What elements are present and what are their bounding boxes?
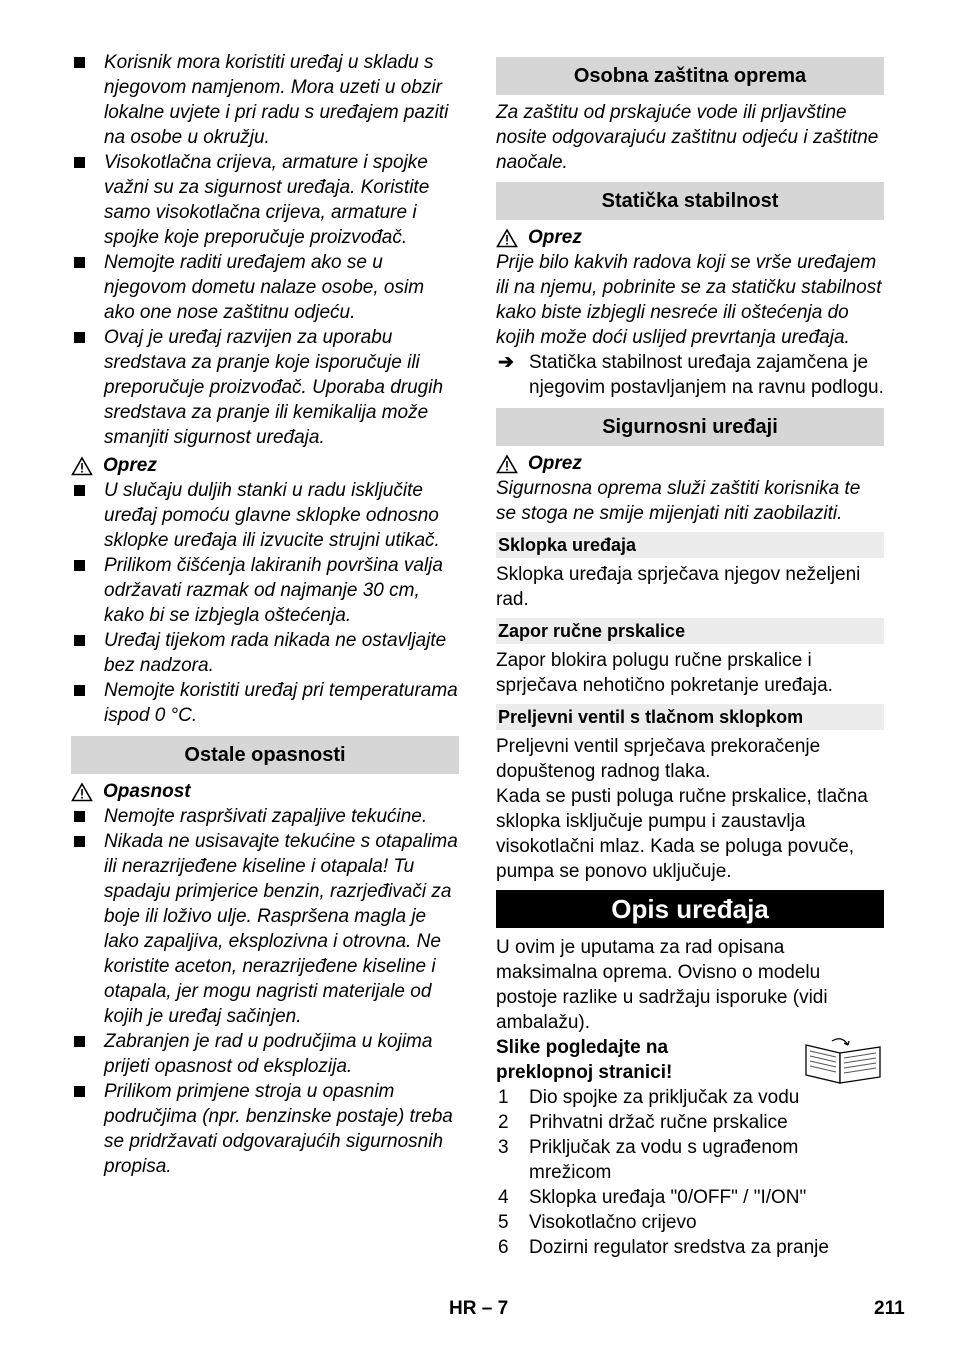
- list-item: 4 Sklopka uređaja "0/OFF" / "I/ON": [498, 1187, 807, 1208]
- bullet-item: Ovaj je uređaj razvijen za uporabu sredstava za pranje koje isporučuje ili preporučuje proizvođač. Uporaba drugih sredstava za pranje ili kemikalija može smanjiti sigurnost uređaja.: [71, 325, 459, 450]
- safety-text: Sigurnosna oprema služi zaštiti korisnika te se stoga ne smije mijenjati niti zaobilaziti.: [496, 478, 861, 524]
- section-heading-stability: Statička stabilnost: [496, 182, 884, 220]
- stability-note: [496, 350, 884, 400]
- left-column: [71, 50, 459, 1179]
- bullet-item: Prilikom primjene stroja u opasnim područjima (npr. benzinske postaje) treba se pridržavati odgovarajućih sigurnosnih propisa.: [71, 1079, 459, 1179]
- section-heading-other-hazards: Ostale opasnosti: [71, 736, 459, 774]
- subheading-device-switch: Sklopka uređaja: [496, 532, 884, 558]
- list-item: 5 Visokotlačno crijevo: [498, 1212, 697, 1233]
- component-list: [496, 1085, 884, 1260]
- bullet-item: Uređaj tijekom rada nikada ne ostavljajte bez nadzora.: [71, 628, 459, 678]
- arrow-right-icon: ➔: [498, 352, 514, 373]
- danger-heading: [71, 779, 459, 804]
- right-column: [496, 57, 884, 1260]
- footer-section-label: HR – 7: [449, 1298, 509, 1319]
- warning-triangle-icon: [496, 228, 518, 248]
- lock-text: Zapor blokira polugu ručne prskalice i sprječava nehotično pokretanje uređaja.: [496, 650, 833, 696]
- warning-triangle-icon: [71, 782, 93, 802]
- valve-text-1: Preljevni ventil sprječava prekoračenje dopuštenog radnog tlaka.: [496, 736, 821, 782]
- bullet-item: Nemojte koristiti uređaj pri temperaturama ispod 0 °C.: [71, 678, 459, 728]
- subheading-trigger-lock: Zapor ručne prskalice: [496, 618, 884, 644]
- caution-label: Oprez: [528, 453, 582, 474]
- warning-triangle-icon: [496, 454, 518, 474]
- caution-label: Oprez: [528, 227, 582, 248]
- see-images-note: Slike pogledajte na preklopnoj stranici!: [496, 1037, 673, 1083]
- section-heading-ppe: Osobna zaštitna oprema: [496, 57, 884, 95]
- bullet-item: Nemojte raspršivati zapaljive tekućine.: [71, 804, 459, 829]
- bullet-item: Nemojte raditi uređajem ako se u njegovom dometu nalaze osobe, osim ako one nose zaštitnu odjeću.: [71, 250, 459, 325]
- list-item: 6 Dozirni regulator sredstva za pranje: [498, 1237, 829, 1258]
- bullet-item: Prilikom čišćenja lakiranih površina valja održavati razmak od najmanje 30 cm, kako bi se izbjegla oštećenja.: [71, 553, 459, 628]
- list-item: 3 Priključak za vodu s ugrađenom mrežicom: [498, 1137, 799, 1183]
- bullet-item: Nikada ne usisavajte tekućine s otapalima ili nerazrijeđene kiseline i otapala! Tu spadaju primjerice benzin, razrjeđivači za boje ili loživo ulje. Raspršena magla je lako zapaljiva, eksplozivna i otrovna. Ne koristite aceton, nerazrijeđene kiseline i otapala, jer mogu nagristi materijale od kojih je uređaj sačinjen.: [71, 829, 459, 1029]
- bullet-item: Zabranjen je rad u područjima u kojima prijeti opasnost od eksplozija.: [71, 1029, 459, 1079]
- warning-triangle-icon: [71, 456, 93, 476]
- list-item: 1 Dio spojke za priključak za vodu: [498, 1087, 800, 1108]
- description-text: U ovim je uputama za rad opisana maksimalna oprema. Ovisno o modelu postoje razlike u sadržaju isporuke (vidi ambalažu).: [496, 937, 828, 1033]
- see-images-row: [496, 1035, 884, 1087]
- list-item: 2 Prihvatni držač ručne prskalice: [498, 1112, 788, 1133]
- ppe-text: Za zaštitu od prskajuće vode ili prljavštine nosite odgovarajuću zaštitnu odjeću i zaštitne naočale.: [496, 102, 879, 173]
- bullet-item: U slučaju duljih stanki u radu isključite uređaj pomoću glavne sklopke odnosno sklopke uređaja ili izvucite strujni utikač.: [71, 478, 459, 553]
- bullet-item: Visokotlačna crijeva, armature i spojke važni su za sigurnost uređaja. Koristite samo visokotlačna crijeva, armature i spojke koje preporučuje proizvođač.: [71, 150, 459, 250]
- switch-text: Sklopka uređaja sprječava njegov neželjeni rad.: [496, 564, 861, 610]
- fold-out-book-icon: [802, 1035, 884, 1087]
- caution-heading: [496, 451, 884, 476]
- section-heading-safety-devices: Sigurnosni uređaji: [496, 408, 884, 446]
- danger-label: Opasnost: [103, 781, 191, 802]
- caution-heading: [496, 225, 884, 250]
- subheading-overflow-valve: Preljevni ventil s tlačnom sklopkom: [496, 704, 884, 730]
- stability-text: Prije bilo kakvih radova koji se vrše uređajem ili na njemu, pobrinite se za statičku stabilnost kako biste izbjegli nesreće ili oštećenja do kojih može doći uslijed prevrtanja uređaja.: [496, 252, 882, 348]
- caution-label: Oprez: [103, 455, 157, 476]
- page-number: 211: [874, 1298, 905, 1319]
- valve-text-2: Kada se pusti poluga ručne prskalice, tlačna sklopka isključuje pumpu i zaustavlja visokotlačni mlaz. Kada se poluga povuče, pumpa se ponovo uključuje.: [496, 786, 868, 882]
- chapter-title: Opis uređaja: [496, 890, 884, 928]
- caution-heading: [71, 453, 459, 478]
- stability-note-text: Statička stabilnost uređaja zajamčena je njegovim postavljanjem na ravnu podlogu.: [529, 352, 884, 398]
- bullet-item: Korisnik mora koristiti uređaj u skladu s njegovom namjenom. Mora uzeti u obzir lokalne uvjete i pri radu s uređajem paziti na osobe u okružju.: [71, 50, 459, 150]
